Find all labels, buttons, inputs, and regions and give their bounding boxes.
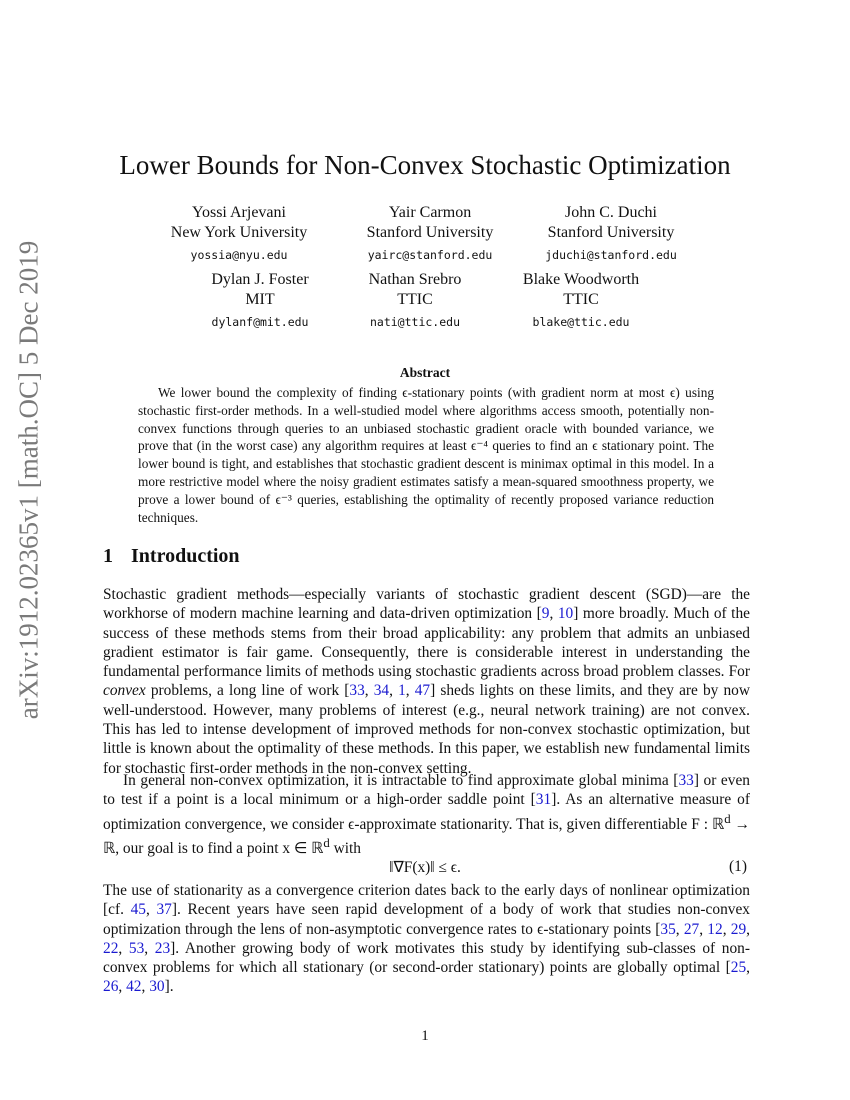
author-email[interactable]: dylanf@mit.edu: [211, 315, 309, 329]
author-affiliation: Stanford University: [547, 224, 675, 241]
citation-link[interactable]: 10: [557, 605, 574, 623]
author-email[interactable]: yossia@nyu.edu: [190, 248, 288, 262]
emphasis-text: convex: [103, 682, 146, 700]
citation-link[interactable]: 23: [154, 939, 171, 957]
text-run: In general non-convex optimization, it is intractable to find approximate global minima [: [123, 772, 679, 789]
author-block: [486, 270, 676, 334]
section-heading: [103, 545, 240, 568]
intro-paragraph-3: The use of stationarity as a convergence criterion dates back to the early days of nonlinear optimization [cf. 45, 37]. Recent years have seen rapid development of a body of work that studies non-convex optimization through the lens of non-asymptotic convergence rates to ϵ-stationary points [35, 27, 12, 29, 22, 53, 23]. Another growing body of work motivates this study by identifying sub-classes of non-convex problems for which all stationary (or second-order stationary) points are globally optimal [25, 26, 42, 30].: [103, 882, 750, 996]
superscript: d: [323, 836, 330, 851]
author-affiliation: TTIC: [563, 291, 599, 308]
intro-paragraph-1: Stochastic gradient methods—especially variants of stochastic gradient descent (SGD)—are the workhorse of modern machine learning and data-driven optimization [9, 10] more broadly. Much of the success of these methods stems from their broad applicability: any problem that admits an unbiased gradient estimator is fair game. Consequently, there is considerable interest in understanding the fundamental performance limits of methods using stochastic gradients across broad problem classes. For convex problems, a long line of work [33, 34, 1, 47] sheds lights on these limits, and they are by now well-understood. However, many problems of interest (e.g., neural network training) are not convex. This has led to intense development of improved methods for non-convex stochastic optimization, but little is known about the optimality of these methods. In this paper, we establish new fundamental limits for stochastic first-order methods in the non-convex setting.: [103, 586, 750, 777]
author-block: [320, 270, 510, 334]
citation-link[interactable]: 27: [683, 920, 700, 938]
author-name: Yair Carmon: [388, 204, 472, 221]
citation-link[interactable]: 35: [660, 920, 676, 938]
citation-link[interactable]: 26: [103, 978, 119, 996]
citation-link[interactable]: 25: [730, 959, 747, 977]
text-run: Stochastic gradient methods—especially variants of stochastic gradient descent (SGD)—are the workhorse of modern machine learning and data-driven optimization [: [103, 586, 750, 623]
display-equation: ‖∇F(x)‖ ≤ ϵ.: [389, 859, 461, 876]
abstract-heading: Abstract: [399, 365, 451, 380]
author-name: Yossi Arjevani: [192, 204, 286, 221]
section-number: 1: [103, 545, 113, 567]
author-block: [144, 203, 334, 267]
author-affiliation: TTIC: [397, 291, 433, 308]
text-run: ] or even to test if a point is a local minimum or a high-order saddle point [: [103, 772, 750, 809]
citation-link[interactable]: 30: [149, 978, 165, 996]
text-run: problems, a long line of work [: [145, 682, 350, 700]
author-affiliation: New York University: [170, 224, 308, 241]
intro-paragraph-2: [103, 771, 750, 858]
citation-link[interactable]: 33: [678, 772, 694, 789]
text-run: with: [329, 840, 361, 858]
text-run: The use of stationarity as a convergence criterion dates back to the early days of nonlinear optimization [cf.: [103, 882, 750, 919]
text-run: → ℝ, our goal is to find a point x ∈ ℝ: [103, 815, 750, 858]
citation-link[interactable]: 42: [126, 978, 142, 996]
author-affiliation: MIT: [245, 291, 275, 308]
author-affiliation: Stanford University: [366, 224, 494, 241]
author-email[interactable]: jduchi@stanford.edu: [545, 248, 677, 262]
text-run: ].: [164, 978, 174, 996]
section-title-text: Introduction: [131, 545, 240, 567]
citation-link[interactable]: 37: [156, 901, 172, 919]
citation-link[interactable]: 31: [535, 791, 552, 809]
text-run: ]. Recent years have seen rapid development of a body of work that studies non-convex optimization through the lens of non-asymptotic convergence rates to ϵ-stationary points [: [103, 901, 750, 938]
text-run: ] more broadly. Much of the success of these methods stems from their broad applicability: any problem that admits an unbiased gradient estimator is fair game. Consequently, there is considerable interest in understanding the fundamental performance limits of methods using stochastic gradients across broad problem classes. For: [103, 605, 750, 681]
text-run: ] sheds lights on these limits, and they are by now well-understood. However, many problems of interest (e.g., neural network training) are not convex. This has led to intense development of improved methods for non-convex stochastic optimization, but little is known about the optimality of these methods. In this paper, we establish new fundamental limits for stochastic first-order methods in the non-convex setting.: [103, 682, 750, 777]
citation-link[interactable]: 33: [349, 682, 365, 700]
arxiv-id-text: arXiv:1912.02365v1 [math.OC] 5 Dec 2019: [13, 240, 44, 720]
abstract-text: We lower bound the complexity of finding ϵ-stationary points (with gradient norm at most ϵ) using stochastic first-order methods. In a well-studied model where algorithms access smooth, potentially non-convex functions through queries to an unbiased stochastic gradient oracle with bounded variance, we prove that (in the worst case) any algorithm requires at least ϵ⁻⁴ queries to find an ϵ stationary point. The lower bound is tight, and establishes that stochastic gradient descent is minimax optimal in this model. In a more restrictive model where the noisy gradient estimates satisfy a mean-squared smoothness property, we prove a lower bound of ϵ⁻³ queries, establishing the optimality of recently proposed variance reduction techniques.: [138, 385, 714, 525]
equation-number: (1): [729, 858, 747, 875]
citation-link[interactable]: 1: [398, 682, 406, 700]
citation-link[interactable]: 34: [373, 682, 390, 700]
citation-link[interactable]: 9: [541, 605, 550, 623]
citation-link[interactable]: 12: [707, 920, 723, 938]
author-block: [516, 203, 706, 267]
citation-link[interactable]: 29: [730, 920, 747, 938]
author-block: [335, 203, 525, 267]
text-run: ]. As an alternative measure of optimization convergence, we consider ϵ-approximate stationarity. That is, given differentiable F : ℝ: [103, 791, 750, 833]
arxiv-identifier: [8, 240, 50, 720]
superscript: d: [724, 811, 731, 826]
author-name: Nathan Srebro: [368, 271, 462, 288]
author-name: John C. Duchi: [565, 204, 657, 221]
author-email[interactable]: nati@ttic.edu: [369, 315, 460, 329]
citation-link[interactable]: 47: [414, 682, 431, 700]
author-name: Dylan J. Foster: [211, 271, 309, 288]
citation-link[interactable]: 22: [103, 939, 119, 957]
author-email[interactable]: yairc@stanford.edu: [367, 248, 493, 262]
author-name: Blake Woodworth: [522, 271, 640, 288]
page-number: 1: [421, 1028, 429, 1044]
text-run: ]. Another growing body of work motivates this study by identifying sub-classes of non-convex problems for which all stationary (or second-order stationary) points are globally optimal [: [103, 939, 750, 977]
author-email[interactable]: blake@ttic.edu: [532, 315, 630, 329]
paper-title: Lower Bounds for Non-Convex Stochastic Optimization: [119, 150, 731, 180]
citation-link[interactable]: 53: [128, 939, 145, 957]
citation-link[interactable]: 45: [130, 901, 146, 919]
